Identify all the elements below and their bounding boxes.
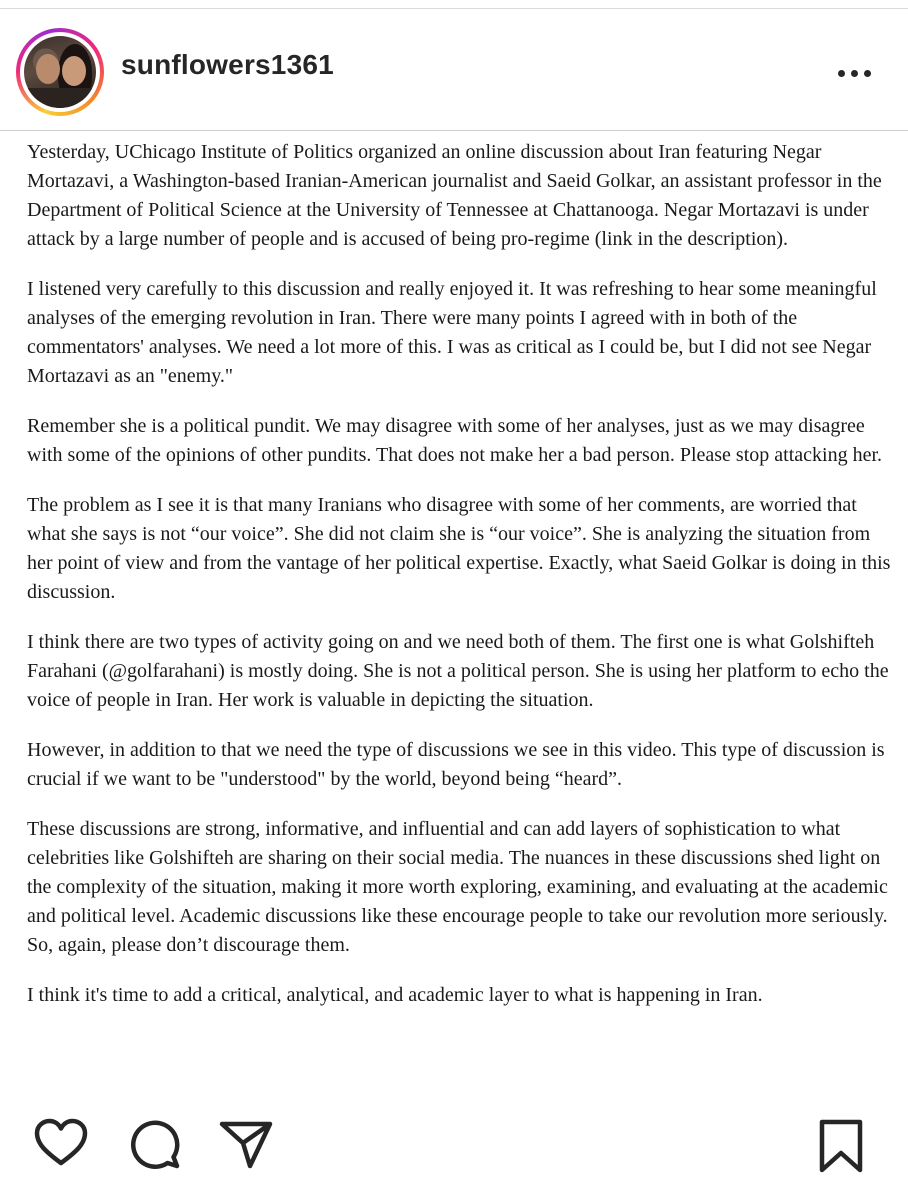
caption-paragraph: However, in addition to that we need the type of discussions we see in this video. This type of discussion is crucial if we want to be "understood" by the world, beyond being “heard”. [27, 739, 885, 790]
caption-paragraph: The problem as I see it is that many Iranians who disagree with some of her comments, are worried that what she says is not “our voice”. She did not claim she is “our voice”. She is analyzing the situation from her point of view and from the vantage of her political expertise. Exactly, what Saeid Golkar is doing in this discussion. [27, 494, 891, 603]
username[interactable]: sunflowers1361 [121, 49, 334, 80]
comment-bubble-icon [128, 1118, 182, 1170]
caption-paragraph: These discussions are strong, informative, and influential and can add layers of sophistication to what celebrities like Golshifteh are sharing on their social media. The nuances in these discussions shed light on the complexity of the situation, making it more worth exploring, examining, and evaluating at the academic and political level. Academic discussions like these encourage people to take our revolution more seriously. So, again, please don’t discourage them. [27, 818, 888, 956]
share-button[interactable] [218, 1118, 274, 1170]
caption-paragraph: Remember she is a political pundit. We may disagree with some of her analyses, just as we may disagree with some of the opinions of other pundits. That does not make her a bad person. Please stop attacking her. [27, 415, 883, 466]
bookmark-icon [818, 1118, 864, 1174]
paper-plane-icon [218, 1118, 274, 1170]
more-options-button[interactable] [835, 64, 875, 84]
post-caption [27, 138, 895, 1031]
caption-paragraph: Yesterday, UChicago Institute of Politics organized an online discussion about Iran featuring Negar Mortazavi, a Washington-based Iranian-American journalist and Saeid Golkar, an assistant professor in the Department of Political Science at the University of Tennessee at Chattanooga. Negar Mortazavi is under attack by a large number of people and is accused of being pro-regime (link in the description). [27, 141, 882, 250]
caption-paragraph: I think there are two types of activity going on and we need both of them. The first one is what Golshifteh Farahani (@golfarahani) is mostly doing. She is not a political person. She is using her platform to echo the voice of people in Iran. Her work is valuable in depicting the situation. [27, 631, 889, 711]
heart-icon [34, 1118, 88, 1168]
post-header [0, 9, 908, 131]
caption-paragraph: I think it's time to add a critical, analytical, and academic layer to what is happening in Iran. [27, 984, 763, 1006]
save-button[interactable] [818, 1118, 864, 1174]
action-bar [0, 1110, 908, 1180]
story-ring[interactable] [16, 28, 104, 116]
comment-button[interactable] [128, 1118, 182, 1170]
more-horizontal-icon [838, 70, 845, 77]
caption-paragraph: I listened very carefully to this discussion and really enjoyed it. It was refreshing to hear some meaningful analyses of the emerging revolution in Iran. There were many points I agreed with in both of the commentators' analyses. We need a lot more of this. I was as critical as I could be, but I did not see Negar Mortazavi as an "enemy." [27, 278, 877, 387]
avatar[interactable] [24, 36, 96, 108]
like-button[interactable] [34, 1118, 88, 1168]
